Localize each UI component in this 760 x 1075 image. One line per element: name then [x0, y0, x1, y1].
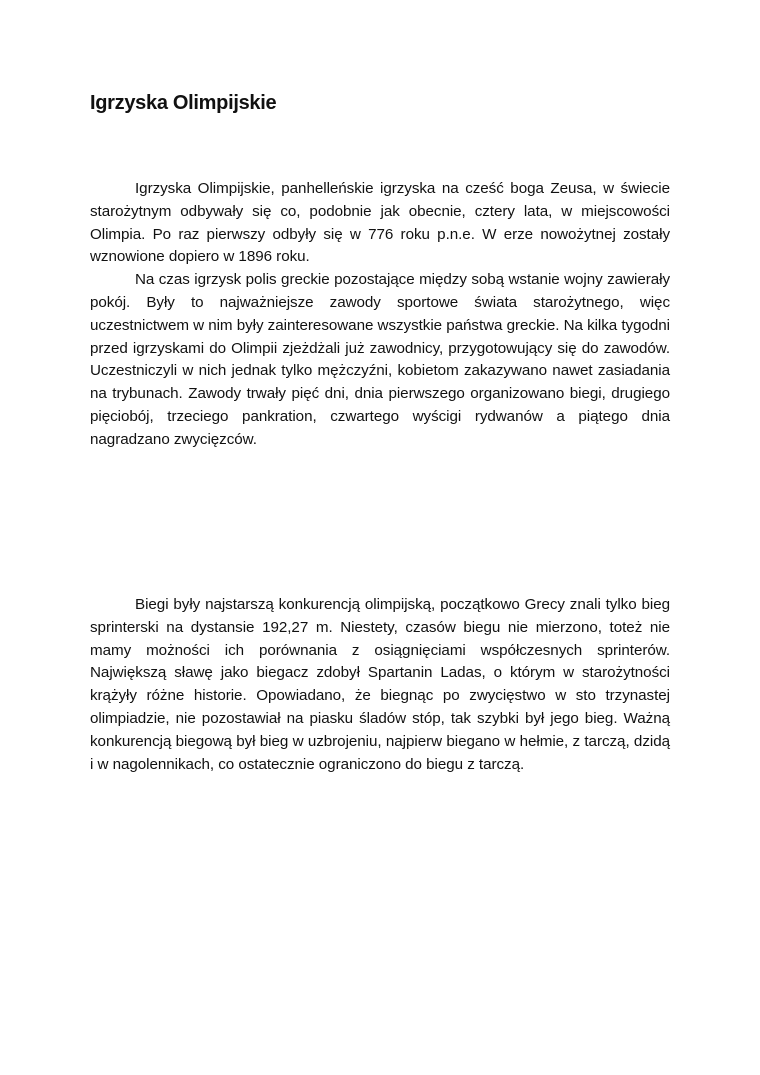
- paragraph-truce: Na czas igrzysk polis greckie pozostające między sobą wstanie wojny zawierały pokój. Były to najważniejsze zawody sportowe świata starożytnego, więc uczestnictwem w nim były zainteresowane wszystkie państwa greckie. Na kilka tygodni przed igrzyskami do Olimpii zjeżdżali już zawodnicy, przygotowujący się do zawodów. Uczestniczyli w nich jednak tylko mężczyźni, kobietom zakazywano nawet zasiadania na trybunach. Zawody trwały pięć dni, dnia pierwszego organizowano biegi, drugiego pięciobój, trzeciego pankration, czwartego wyścigi rydwanów a piątego dnia nagradzano zwycięzców.: [90, 271, 670, 448]
- paragraph-intro: Igrzyska Olimpijskie, panhelleńskie igrzyska na cześć boga Zeusa, w świecie starożytnym odbywały się co, podobnie jak obecnie, cztery lata, w miejscowości Olimpia. Po raz pierwszy odbyły się w 776 roku p.n.e. W erze nowożytnej zostały wznowione dopiero w 1896 roku.: [90, 180, 670, 266]
- section-history: [90, 178, 670, 452]
- paragraph-running: Biegi były najstarszą konkurencją olimpijską, początkowo Grecy znali tylko bieg sprinterski na dystansie 192,27 m. Niestety, czasów biegu nie mierzono, toteż nie mamy możności ich porównania z osiągnięciami współczesnych sprinterów. Największą sławę jako biegacz zdobył Spartanin Ladas, o którym w starożytności krążyły różne historie. Opowiadano, że biegnąc po zwycięstwo w sto trzynastej olimpiadzie, nie pozostawiał na piasku śladów stóp, tak szybki był jego bieg. Ważną konkurencją biegową był bieg w uzbrojeniu, najpierw biegano w hełmie, z tarczą, dzidą i w nagolennikach, co ostatecznie ograniczono do biegu z tarczą.: [90, 596, 670, 773]
- document-title: Igrzyska Olimpijskie: [90, 92, 277, 114]
- section-running: [90, 594, 670, 776]
